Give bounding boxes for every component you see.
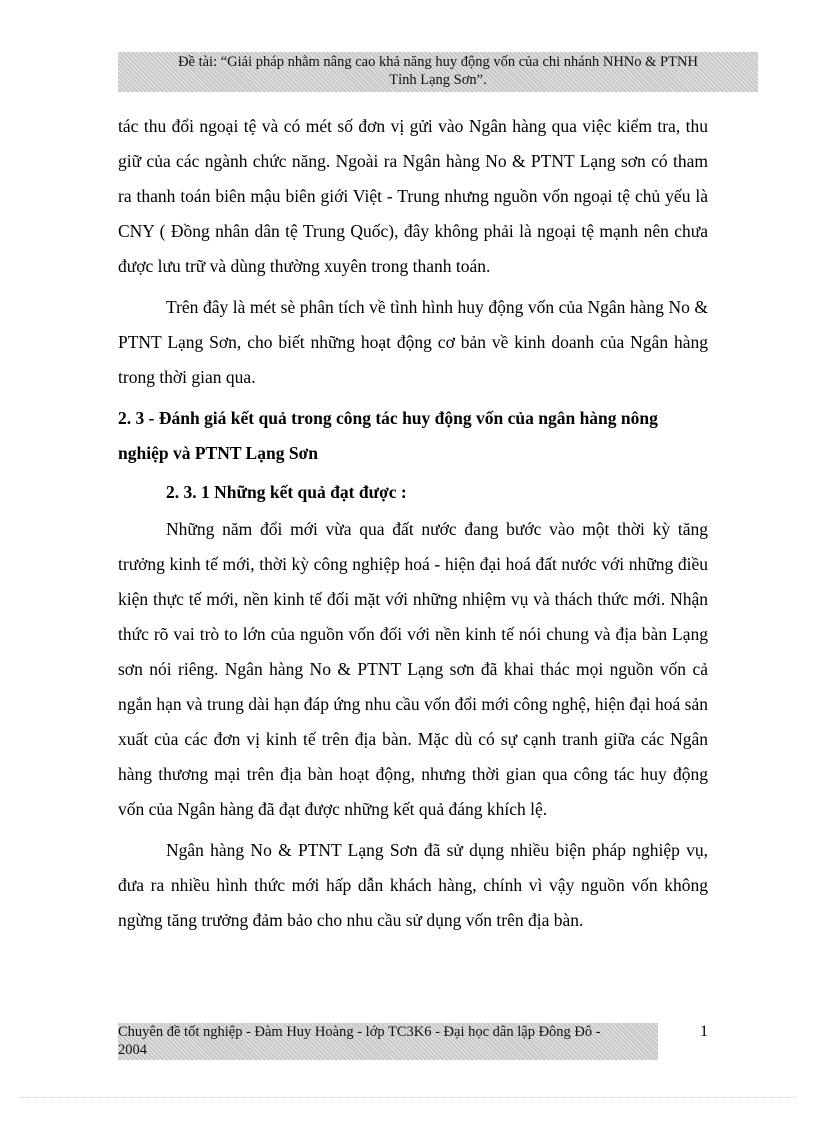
- paragraph-2: Trên đây là mét sè phân tích về tình hình huy động vốn của Ngân hàng No & PTNT Lạng Sơn, cho biết những hoạt động cơ bản về kinh doanh của Ngân hàng trong thời gian qua.: [118, 297, 708, 387]
- page-number: 1: [700, 1023, 708, 1040]
- footer-line-1: Chuyên đề tốt nghiệp - Đàm Huy Hoàng - lớp TC3K6 - Đại học dân lập Đông Đô -: [118, 1024, 601, 1040]
- header-line-2: Tỉnh Lạng Sơn”.: [389, 72, 487, 88]
- footer-line-2: 2004: [118, 1042, 147, 1058]
- page-header: [118, 53, 758, 89]
- paragraph-3: Những năm đổi mới vừa qua đất nước đang bước vào một thời kỳ tăng trưởng kinh tế mới, thời kỳ công nghiệp hoá - hiện đại hoá đất nước với những điều kiện thực tế mới, nền kinh tế đối mặt với những nhiệm vụ và thách thức mới. Nhận thức rõ vai trò to lớn của nguồn vốn đối với nền kinh tế nói chung và địa bàn Lạng sơn nói riêng. Ngân hàng No & PTNT Lạng sơn đã khai thác mọi nguồn vốn cả ngắn hạn và trung dài hạn đáp ứng nhu cầu vốn đổi mới công nghệ, hiện đại hoá sản xuất của các đơn vị kinh tế trên địa bàn. Mặc dù có sự cạnh tranh giữa các Ngân hàng thương mại trên địa bàn hoạt động, nhưng thời gian qua công tác huy động vốn của Ngân hàng đã đạt được những kết quả đáng khích lệ.: [118, 519, 708, 819]
- subsection-heading: 2. 3. 1 Những kết quả đạt được :: [166, 482, 407, 502]
- section-heading: 2. 3 - Đánh giá kết quả trong công tác huy động vốn của ngân hàng nông nghiệp và PTNT Lạng Sơn: [118, 408, 658, 463]
- paragraph-1: tác thu đổi ngoại tệ và có mét số đơn vị gửi vào Ngân hàng qua việc kiểm tra, thu giữ của các ngành chức năng. Ngoài ra Ngân hàng No & PTNT Lạng sơn có tham ra thanh toán biên mậu biên giới Việt - Trung nhưng nguồn vốn ngoại tệ chủ yếu là CNY ( Đồng nhân dân tệ Trung Quốc), đây không phải là ngoại tệ mạnh nên chưa được lưu trữ và dùng thường xuyên trong thanh toán.: [118, 116, 708, 276]
- paragraph-4: Ngân hàng No & PTNT Lạng Sơn đã sử dụng nhiều biện pháp nghiệp vụ, đưa ra nhiều hình thức mới hấp dẫn khách hàng, chính vì vậy nguồn vốn không ngừng tăng trưởng đảm bảo cho nhu cầu sử dụng vốn trên địa bàn.: [118, 840, 708, 930]
- page-bottom-divider: [20, 1097, 796, 1098]
- document-body: [118, 109, 708, 938]
- header-line-1: Đề tài: “Giải pháp nhằm nâng cao khả năng huy động vốn của chi nhánh NHNo & PTNH: [178, 54, 698, 70]
- page-footer: [118, 1023, 663, 1059]
